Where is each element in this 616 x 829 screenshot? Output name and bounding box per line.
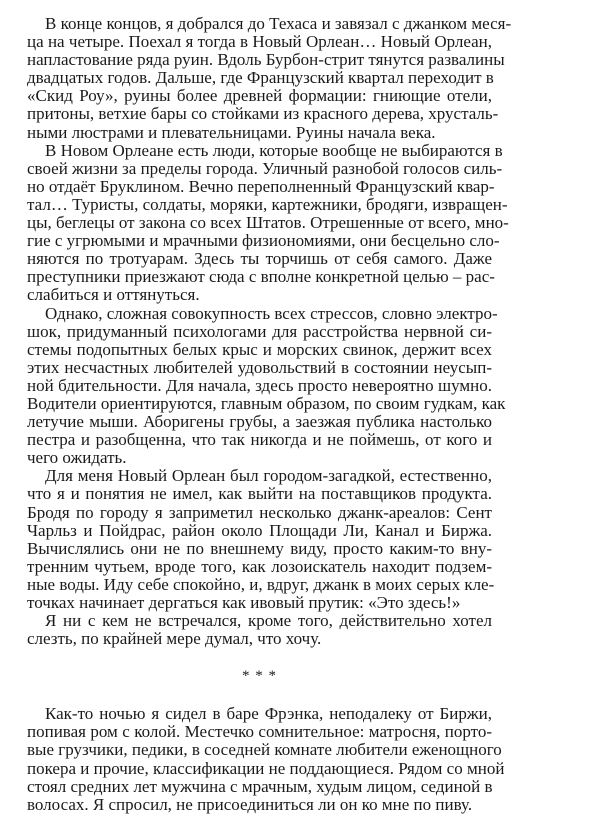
text-line: няются по тротуарам. Здесь ты торчишь от себя самого. Даже [27, 249, 492, 269]
text-line: ца на четыре. Поехал я тогда в Новый Орлеан… Новый Орлеан, [27, 32, 492, 52]
text-line: Я ни с кем не встречался, кроме того, действительно хотел [45, 611, 492, 631]
text-line: но отдаёт Бруклином. Вечно переполненный Французский квар- [27, 176, 495, 196]
paragraph [27, 14, 512, 142]
paragraph [27, 303, 506, 468]
paragraph [27, 612, 492, 648]
text-line: слабиться и оттянуться. [27, 285, 200, 305]
text-after-separator [27, 704, 505, 814]
text-line: «Скид Роу», руины более древней формации: гниющие отели, [27, 86, 492, 106]
text-line: своей жизни за пределы города. Уличный разнобой голосов силь- [27, 158, 503, 178]
text-line: волосах. Я спросил, не присоединиться ли он ко мне по пиву. [27, 794, 473, 814]
text-line: преступники приезжают сюда с вполне конкретной целью – рас- [27, 267, 495, 287]
book-page [27, 14, 512, 814]
text-line: покера и прочие, классификации не поддающиеся. Рядом со мной [27, 758, 505, 778]
text-line: В Новом Орлеане есть люди, которые вообще не выбираются в [45, 140, 503, 160]
text-line: Однако, сложная совокупность всех стрессов, словно электро- [45, 303, 498, 323]
text-line: ные воды. Иду себе спокойно, и, вдруг, джанк в моих серых кле- [27, 574, 495, 594]
text-line: что я и понятия не имел, как выйти на поставщиков продукта. [27, 484, 492, 504]
text-line: ными люстрами и плевательницами. Руины начала века. [27, 122, 436, 142]
text-line: напластование ряда руин. Вдоль Бурбон-стрит тянутся развалины [27, 50, 505, 70]
text-line: Бродя по городу я заприметил несколько джанк-ареалов: Сент [27, 502, 492, 522]
text-line: В конце концов, я добрался до Техаса и завязал с джанком меся- [45, 14, 512, 33]
paragraph [27, 704, 505, 814]
text-line: притоны, ветхие бары со стойками из красного дерева, хрусталь- [27, 104, 499, 124]
text-line: Чарльз и Пойдрас, район около Площади Ли, Канал и Биржа. [27, 520, 492, 540]
text-line: чего ожидать. [27, 448, 127, 468]
text-line: пестра и разобщенна, что так никогда и не поймешь, от кого и [27, 430, 492, 450]
text-before-separator [27, 14, 512, 649]
text-line: шок, придуманный психологами для расстройства нервной си- [27, 321, 492, 341]
text-line: Вычислялись они не по внешнему виду, просто каким-то вну- [27, 538, 492, 558]
text-line: слезть, по крайней мере думал, что хочу. [27, 629, 322, 649]
text-line: вые грузчики, педики, в соседней комнате любители еженощного [27, 740, 502, 760]
text-line: ной бдительности. Для начала, здесь просто невероятно шумно. [27, 375, 492, 395]
text-line: точках начинает дергаться как ивовый прутик: «Это здесь!» [27, 593, 461, 612]
text-line: попивая ром с колой. Местечко сомнительное: матросня, порто- [27, 722, 492, 742]
text-line: Как-то ночью я сидел в баре Фрэнка, неподалеку от Биржи, [45, 704, 492, 724]
text-line: Для меня Новый Орлеан был городом-загадкой, естественно, [45, 466, 492, 486]
text-line: тал… Туристы, солдаты, моряки, картежники, бродяги, извращен- [27, 194, 508, 214]
text-line: стоял средних лет мужчина с мрачным, худым лицом, сединой в [27, 776, 493, 796]
paragraph [27, 140, 509, 305]
text-line: двадцатых годов. Дальше, где Французский квартал переходит в [27, 68, 494, 88]
text-line: стемы подопытных белых крыс и морских свинок, держит всех [27, 339, 492, 359]
section-separator: * * * [242, 668, 277, 685]
text-line: летучие мыши. Аборигены грубы, а заезжая публика настолько [27, 412, 492, 432]
text-line: этих несчастных любителей удовольствий в состоянии неусып- [27, 357, 492, 377]
text-line: тренним чутьем, вроде того, как лозоискатель находит подзем- [27, 556, 492, 576]
paragraph [27, 466, 495, 612]
text-line: Водители ориентируются, главным образом, по своим гудкам, как [27, 393, 506, 413]
text-line: цы, беглецы от закона со всех Штатов. Отрешенные от всего, мно- [27, 213, 509, 233]
text-line: гие с угрюмыми и мрачными физиономиями, они бесцельно сло- [27, 231, 500, 251]
